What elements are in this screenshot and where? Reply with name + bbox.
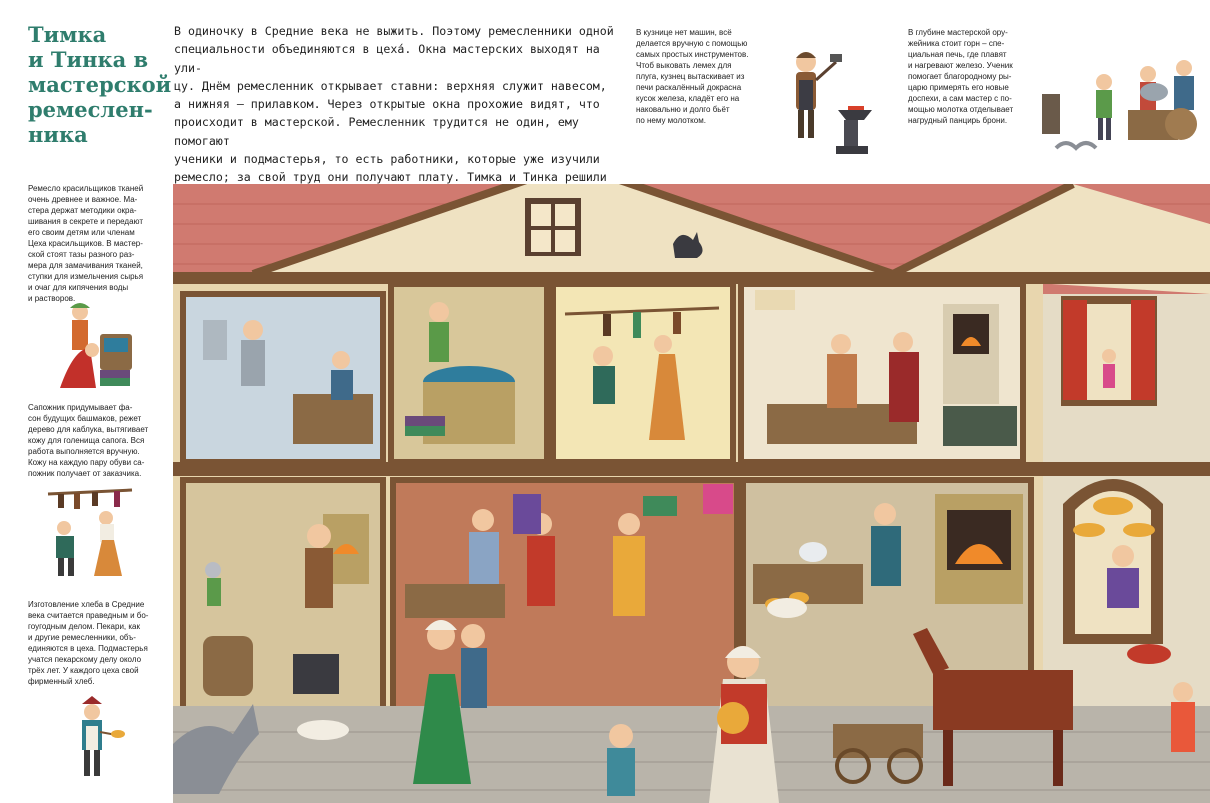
armory-caption	[908, 27, 1026, 126]
workshop-house-illustration	[173, 184, 1210, 803]
shoemaker-figure	[44, 484, 136, 580]
caption-line: Чтоб выковать лемех для	[636, 61, 732, 70]
sidebar-line: и растворов.	[28, 294, 76, 303]
caption-line: делается вручную с помощью	[636, 39, 748, 48]
blacksmith-figure	[778, 40, 888, 160]
sidebar-line: ской стоят тазы разного раз-	[28, 250, 135, 259]
intro-line: а нижняя – прилавком. Через открытые окна прохожие видят, что	[174, 97, 600, 112]
caption-line: плуга, кузнец вытаскивает из	[636, 72, 745, 81]
title-line: ремеслен-	[28, 97, 153, 122]
sidebar-line: дерево для каблука, вытягивает	[28, 425, 149, 434]
sidebar-line: Кожу на каждую пару обуви са-	[28, 458, 145, 467]
sidebar-line: Изготовление хлеба в Средние	[28, 600, 145, 609]
sidebar-line: ступки для измельчения сырья	[28, 272, 144, 281]
sidebar-line: единяются в цеха. Подмастерья	[28, 644, 148, 653]
sidebar-line: шивания в секрете и передают	[28, 217, 144, 226]
caption-line: наковальню и долго бьёт	[636, 105, 730, 114]
title-line: и Тинка в	[28, 47, 149, 72]
caption-line: В кузнице нет машин, всё	[636, 28, 732, 37]
caption-line: В глубине мастерской ору-	[908, 28, 1008, 37]
caption-line: циальная печь, где плавят	[908, 50, 1007, 59]
sidebar-line: работа выполняется вручную.	[28, 447, 140, 456]
sidebar-line: Сапожник придумывает фа-	[28, 403, 133, 412]
baker-figure	[66, 696, 126, 786]
title-line: ника	[28, 122, 88, 147]
caption-line: нагрудный панцирь брони.	[908, 116, 1008, 125]
dyers-text	[28, 183, 160, 304]
sidebar-line: сон будущих башмаков, режет	[28, 414, 142, 423]
intro-line: ученики и подмастерья, то есть работники, которые уже изучили	[174, 152, 600, 167]
sidebar-line: учатся пекарскому делу около	[28, 655, 142, 664]
caption-line: мощью молотка отделывает	[908, 105, 1014, 114]
smithy-caption	[636, 27, 766, 126]
caption-line: печи раскалённый докрасна	[636, 83, 742, 92]
caption-line: жейника стоит горн – спе-	[908, 39, 1005, 48]
sidebar-line: фирменный хлеб.	[28, 677, 95, 686]
sidebar-line: и очаг для кипячения воды	[28, 283, 129, 292]
sidebar-line: Цеха красильщиков. В мастер-	[28, 239, 143, 248]
sidebar-line: его своим детям или членам	[28, 228, 135, 237]
intro-line: ремесло; за свой труд они получают плату. Тимка и Тинка решили	[174, 170, 607, 185]
sidebar-line: и другие ремесленники, объ-	[28, 633, 136, 642]
shoemaker-text	[28, 402, 162, 479]
title-line: Тимка	[28, 22, 107, 47]
sidebar-line: кожу для голенища сапога. Вся	[28, 436, 145, 445]
intro-line: цу. Днём ремесленник открывает ставни: верхняя служит навесом,	[174, 78, 607, 93]
title-line: мастерской	[28, 72, 172, 97]
dyer-figure	[56, 298, 136, 390]
bread-text	[28, 599, 156, 687]
sidebar-line: века считается праведным и бо-	[28, 611, 149, 620]
intro-line: специальности объединяются в цеха́. Окна мастерских выходят на ули-	[174, 42, 600, 75]
page-title	[28, 22, 172, 147]
sidebar-line: трёх лет. У каждого цеха свой	[28, 666, 139, 675]
intro-line: происходит в мастерской. Ремесленник трудится не один, ему помогают	[174, 115, 579, 148]
caption-line: доспехи, а сам мастер с по-	[908, 94, 1012, 103]
sidebar-line: пожник получает от заказчика.	[28, 469, 142, 478]
caption-line: самых простых инструментов.	[636, 50, 749, 59]
caption-line: и нагревают железо. Ученик	[908, 61, 1013, 70]
caption-line: царю примерять его новые	[908, 83, 1009, 92]
caption-line: по нему молотком.	[636, 116, 706, 125]
sidebar-line: очень древнее и важное. Ма-	[28, 195, 138, 204]
sidebar-line: Ремесло красильщиков тканей	[28, 184, 144, 193]
sidebar-line: гоугодным делом. Пекари, как	[28, 622, 140, 631]
caption-line: помогает благородному ры-	[908, 72, 1012, 81]
caption-line: кусок железа, кладёт его на	[636, 94, 740, 103]
sidebar-line: стера держат методики окра-	[28, 206, 137, 215]
sidebar-line: мера для замачивания тканей,	[28, 261, 143, 270]
armorer-scene	[1036, 60, 1206, 160]
intro-line: В одиночку в Средние века не выжить. Поэтому ремесленники одной	[174, 24, 614, 38]
